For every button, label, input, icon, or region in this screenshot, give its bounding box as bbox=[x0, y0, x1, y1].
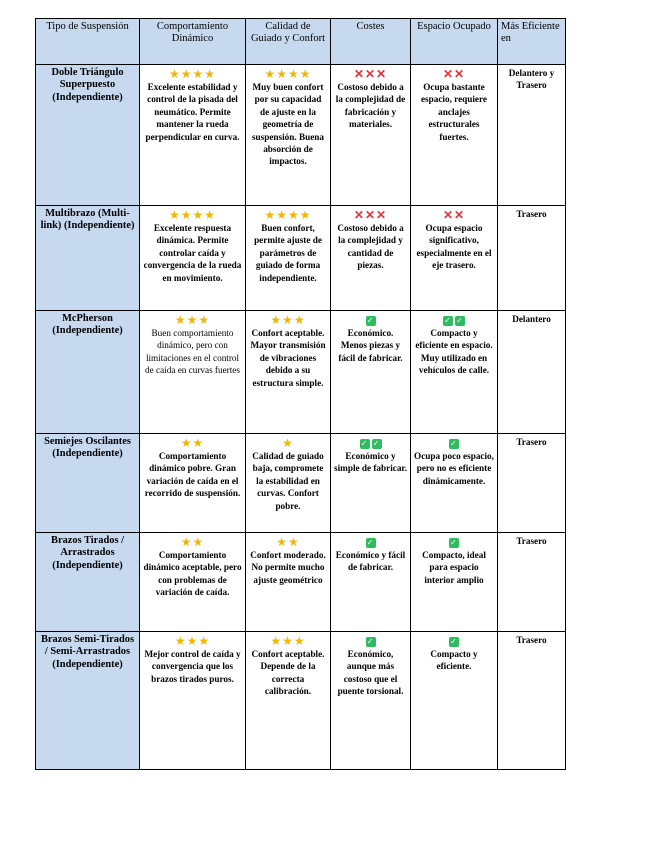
dynamic-text: Comportamiento dinámico aceptable, pero con problemas de variación de caída. bbox=[143, 550, 242, 598]
suspension-type: Doble Triángulo Superpuesto (Independiente) bbox=[36, 65, 140, 206]
header-dynamic: Comportamiento Dinámico bbox=[140, 19, 246, 65]
comfort-text: Confort aceptable. Mayor transmisión de vibraciones debido a su estructura simple. bbox=[250, 328, 326, 388]
suspension-type: Semiejes Oscilantes (Independiente) bbox=[36, 434, 140, 533]
comfort-text: Muy buen confort por su capacidad de ajuste en la geometría de suspensión. Buena absorción de impactos. bbox=[251, 82, 324, 167]
best-axle: Trasero bbox=[498, 533, 566, 632]
suspension-type: Brazos Tirados / Arrastrados (Independiente) bbox=[36, 533, 140, 632]
space-text: Compacto, ideal para espacio interior amplio bbox=[422, 550, 486, 585]
comfort-cell bbox=[246, 206, 331, 311]
cross-mark-icon: ✕✕ bbox=[442, 67, 466, 81]
space-cell bbox=[411, 632, 498, 770]
dynamic-text: Buen comportamiento dinámico, pero con limitaciones en el control de caída en curvas fuertes bbox=[145, 328, 240, 376]
space-cell bbox=[411, 206, 498, 311]
space-text: Compacto y eficiente en espacio. Muy utilizado en vehículos de calle. bbox=[415, 328, 493, 376]
checkmark-icon: ✓ bbox=[450, 637, 458, 647]
header-best: Más Eficiente en bbox=[498, 19, 566, 65]
table-header-row bbox=[36, 19, 566, 65]
space-cell bbox=[411, 311, 498, 434]
checkmark-icon: ✓ ✓ bbox=[444, 316, 464, 326]
cost-cell bbox=[331, 434, 411, 533]
cost-text: Económico y simple de fabricar. bbox=[334, 451, 407, 474]
checkmark-icon: ✓ bbox=[366, 538, 375, 548]
dynamic-text: Excelente estabilidad y control de la pisada del neumático. Permite mantener la rueda perpendicular en curva. bbox=[145, 82, 240, 142]
dynamic-cell bbox=[140, 434, 246, 533]
cost-cell bbox=[331, 311, 411, 434]
best-axle: Delantero y Trasero bbox=[498, 65, 566, 206]
star-rating-icon: ★ bbox=[282, 436, 294, 450]
comfort-text: Calidad de guiado baja, compromete la estabilidad en curvas. Confort pobre. bbox=[252, 451, 324, 511]
suspension-comparison-table bbox=[35, 18, 566, 770]
cross-mark-icon: ✕✕✕ bbox=[353, 208, 388, 222]
space-text: Ocupa espacio significativo, especialmente en el eje trasero. bbox=[416, 223, 492, 271]
table-row bbox=[36, 65, 566, 206]
dynamic-cell bbox=[140, 65, 246, 206]
comfort-cell bbox=[246, 632, 331, 770]
comfort-text: Buen confort, permite ajuste de parámetros de guiado de forma independiente. bbox=[254, 223, 322, 283]
star-rating-icon: ★★★★ bbox=[264, 67, 312, 81]
cost-cell bbox=[331, 206, 411, 311]
star-rating-icon: ★★★★ bbox=[168, 67, 217, 81]
header-type: Tipo de Suspensión bbox=[36, 19, 140, 65]
star-rating-icon: ★★★ bbox=[174, 313, 211, 327]
best-axle: Trasero bbox=[498, 434, 566, 533]
cost-cell bbox=[331, 632, 411, 770]
space-text: Ocupa poco espacio, pero no es eficiente dinámicamente. bbox=[414, 451, 494, 486]
star-rating-icon: ★★ bbox=[180, 535, 205, 549]
checkmark-icon: ✓ bbox=[366, 316, 375, 326]
space-cell bbox=[411, 434, 498, 533]
space-cell bbox=[411, 533, 498, 632]
star-rating-icon: ★★★★ bbox=[264, 208, 312, 222]
checkmark-icon: ✓ bbox=[450, 538, 458, 548]
star-rating-icon: ★★★ bbox=[174, 634, 211, 648]
star-rating-icon: ★★★ bbox=[270, 313, 306, 327]
dynamic-text: Mejor control de caída y convergencia que los brazos tirados puros. bbox=[144, 649, 241, 684]
header-comfort: Calidad de Guiado y Confort bbox=[246, 19, 331, 65]
cost-text: Costoso debido a la complejidad de fabricación y materiales. bbox=[335, 82, 406, 130]
comfort-cell bbox=[246, 65, 331, 206]
star-rating-icon: ★★ bbox=[276, 535, 300, 549]
table-row bbox=[36, 206, 566, 311]
cost-text: Costoso debido a la complejidad y cantidad de piezas. bbox=[337, 223, 404, 271]
header-space: Espacio Ocupado bbox=[411, 19, 498, 65]
star-rating-icon: ★★★★ bbox=[168, 208, 217, 222]
comfort-cell bbox=[246, 311, 331, 434]
dynamic-text: Comportamiento dinámico pobre. Gran variación de caída en el recorrido de suspensión. bbox=[144, 451, 241, 499]
checkmark-icon: ✓ bbox=[366, 637, 375, 647]
suspension-type: Multibrazo (Multi-link) (Independiente) bbox=[36, 206, 140, 311]
dynamic-cell bbox=[140, 311, 246, 434]
cost-text: Económico y fácil de fabricar. bbox=[335, 550, 406, 573]
suspension-type: Brazos Semi-Tirados / Semi-Arrastrados (Independiente) bbox=[36, 632, 140, 770]
cost-text: Económico. Menos piezas y fácil de fabricar. bbox=[338, 328, 403, 363]
dynamic-cell bbox=[140, 533, 246, 632]
checkmark-icon: ✓ bbox=[450, 439, 458, 449]
comfort-cell bbox=[246, 434, 331, 533]
cost-cell bbox=[331, 533, 411, 632]
table-row bbox=[36, 311, 566, 434]
checkmark-icon: ✓ ✓ bbox=[360, 439, 381, 449]
dynamic-cell bbox=[140, 632, 246, 770]
star-rating-icon: ★★ bbox=[180, 436, 205, 450]
space-text: Ocupa bastante espacio, requiere anclajes estructurales fuertes. bbox=[420, 82, 487, 142]
dynamic-text: Excelente respuesta dinámica. Permite controlar caída y convergencia de la rueda en movimiento. bbox=[143, 223, 242, 283]
best-axle: Delantero bbox=[498, 311, 566, 434]
star-rating-icon: ★★★ bbox=[270, 634, 306, 648]
comfort-text: Confort moderado. No permite mucho ajuste geométrico bbox=[250, 550, 326, 585]
cost-text: Económico, aunque más costoso que el puente torsional. bbox=[337, 649, 404, 697]
comfort-cell bbox=[246, 533, 331, 632]
best-axle: Trasero bbox=[498, 632, 566, 770]
header-cost: Costes bbox=[331, 19, 411, 65]
space-text: Compacto y eficiente. bbox=[430, 649, 478, 672]
cross-mark-icon: ✕✕ bbox=[442, 208, 466, 222]
best-axle: Trasero bbox=[498, 206, 566, 311]
suspension-type: McPherson (Independiente) bbox=[36, 311, 140, 434]
cross-mark-icon: ✕✕✕ bbox=[353, 67, 388, 81]
table-row bbox=[36, 533, 566, 632]
space-cell bbox=[411, 65, 498, 206]
cost-cell bbox=[331, 65, 411, 206]
comfort-text: Confort aceptable. Depende de la correcta calibración. bbox=[251, 649, 325, 697]
table-row bbox=[36, 434, 566, 533]
table-row bbox=[36, 632, 566, 770]
dynamic-cell bbox=[140, 206, 246, 311]
